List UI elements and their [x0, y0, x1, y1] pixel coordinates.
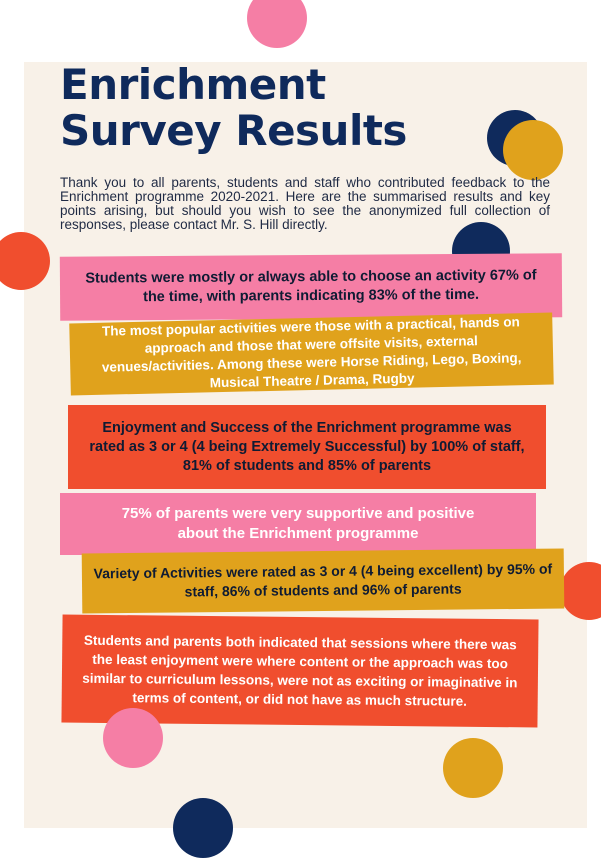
- mustard-dot-bottom: [443, 738, 503, 798]
- pink-dot-bottom: [103, 708, 163, 768]
- page-title: [60, 62, 407, 154]
- finding-choice: Students were mostly or always able to choose an activity 67% of the time, with parents indicating 83% of the time.: [60, 253, 562, 321]
- finding-variety: Variety of Activities were rated as 3 or 4 (4 being excellent) by 95% of staff, 86% of students and 96% of parents: [82, 548, 565, 613]
- finding-popular: The most popular activities were those with a practical, hands on approach and those that were offsite visits, external venues/activities. Among these were Horse Riding, Lego, Boxing, Musical Theatre / Drama, Rugby: [69, 313, 554, 396]
- intro-paragraph: Thank you to all parents, students and staff who contributed feedback to the Enrichment programme 2020-2021. Here are the summarised results and key points arising, but should you wish to see the anonymized full collection of responses, please contact Mr. S. Hill directly.: [60, 175, 550, 232]
- finding-enjoyment: Enjoyment and Success of the Enrichment programme was rated as 3 or 4 (4 being Extremely Successful) by 100% of staff, 81% of students and 85% of parents: [68, 405, 546, 489]
- pink-dot-top: [247, 0, 307, 48]
- mustard-dot-right: [503, 120, 563, 180]
- navy-dot-bottom: [173, 798, 233, 858]
- finding-supportive: 75% of parents were very supportive and positive about the Enrichment programme: [60, 493, 536, 555]
- finding-least-enjoyment: Students and parents both indicated that sessions where there was the least enjoyment were where content or the approach was too similar to curriculum lessons, were not as exciting or imaginative in terms of content, or did not have as much structure.: [61, 615, 538, 728]
- title-line-1: Enrichment: [60, 60, 326, 109]
- title-line-2: Survey Results: [60, 106, 407, 155]
